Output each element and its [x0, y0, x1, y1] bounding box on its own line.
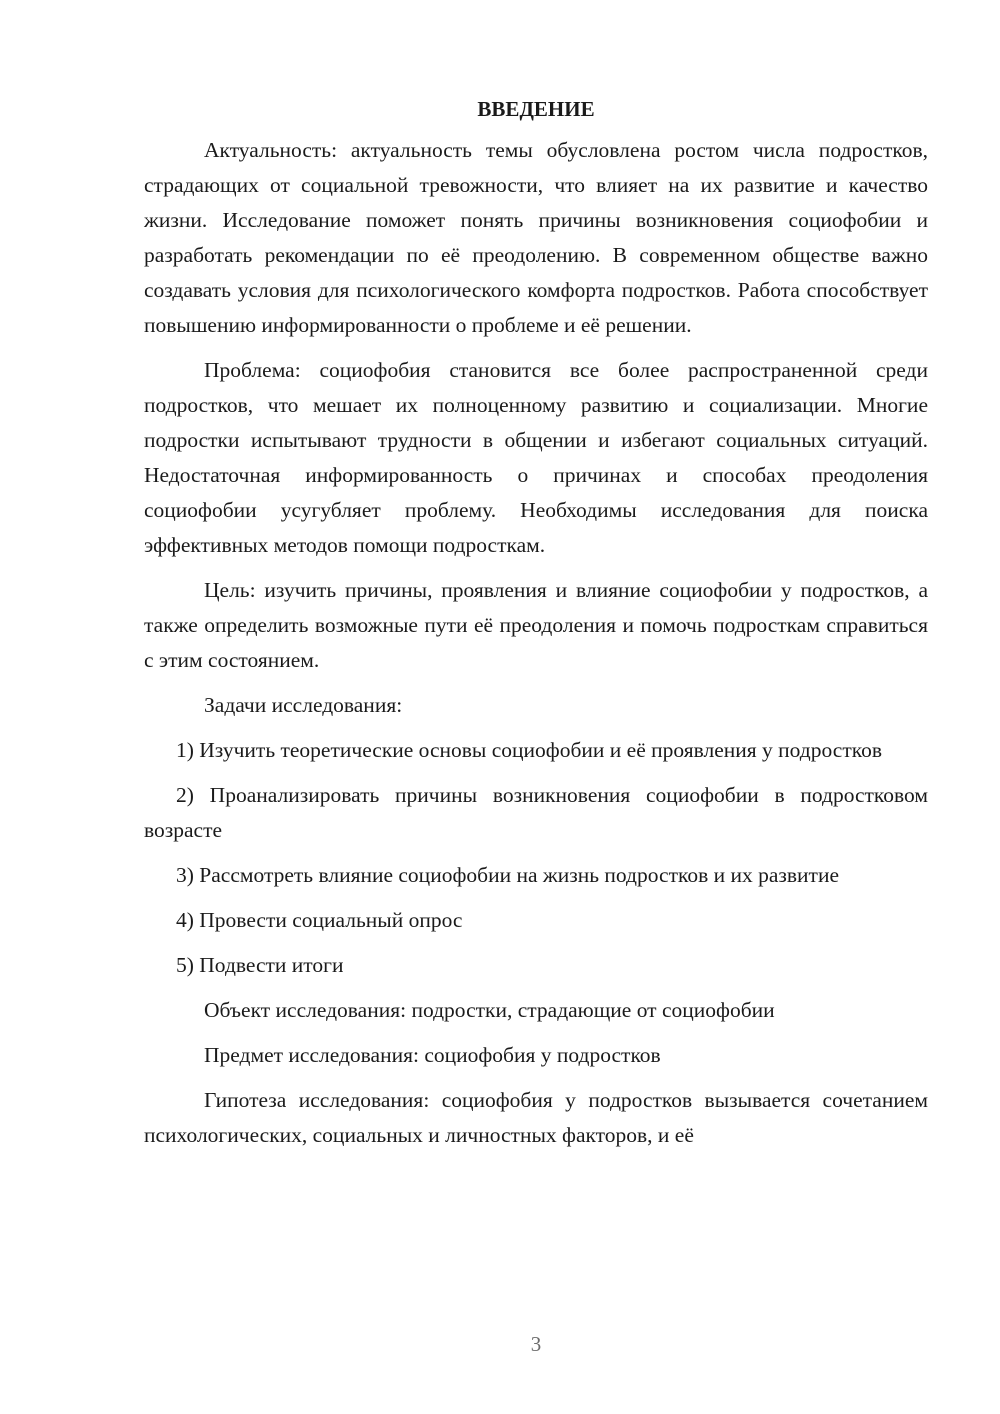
paragraph-relevance: Актуальность: актуальность темы обусловлена ростом числа подростков, страдающих от социальной тревожности, что влияет на их развитие и качество жизни. Исследование поможет понять причины возникновения социофобии и разработать рекомендации по её преодолению. В современном обществе важно создавать условия для психологического комфорта подростков. Работа способствует повышению информированности о проблеме и её решении.: [144, 138, 928, 337]
task-item-2: 2) Проанализировать причины возникновения социофобии в подростковом возрасте: [144, 783, 928, 842]
task-item-5: 5) Подвести итоги: [176, 953, 344, 977]
page-number: 3: [530, 1332, 542, 1356]
research-subject: Предмет исследования: социофобия у подростков: [204, 1043, 661, 1067]
research-hypothesis: Гипотеза исследования: социофобия у подростков вызывается сочетанием психологических, социальных и личностных факторов, и её: [144, 1088, 928, 1147]
paragraph-problem: Проблема: социофобия становится все более распространенной среди подростков, что мешает их полноценному развитию и социализации. Многие подростки испытывают трудности в общении и избегают социальных ситуаций. Недостаточная информированность о причинах и способах преодоления социофобии усугубляет проблему. Необходимы исследования для поиска эффективных методов помощи подросткам.: [144, 358, 928, 557]
paragraph-goal: Цель: изучить причины, проявления и влияние социофобии у подростков, а также определить возможные пути её преодоления и помочь подросткам справиться с этим состоянием.: [144, 578, 928, 672]
task-item-4: 4) Провести социальный опрос: [176, 908, 463, 932]
research-object: Объект исследования: подростки, страдающие от социофобии: [204, 998, 775, 1022]
section-title: ВВЕДЕНИЕ: [477, 97, 595, 121]
tasks-heading: Задачи исследования:: [204, 693, 403, 717]
task-item-3: 3) Рассмотреть влияние социофобии на жизнь подростков и их развитие: [176, 863, 839, 887]
task-item-1: 1) Изучить теоретические основы социофобии и её проявления у подростков: [176, 738, 882, 762]
document-page: [144, 92, 928, 1153]
